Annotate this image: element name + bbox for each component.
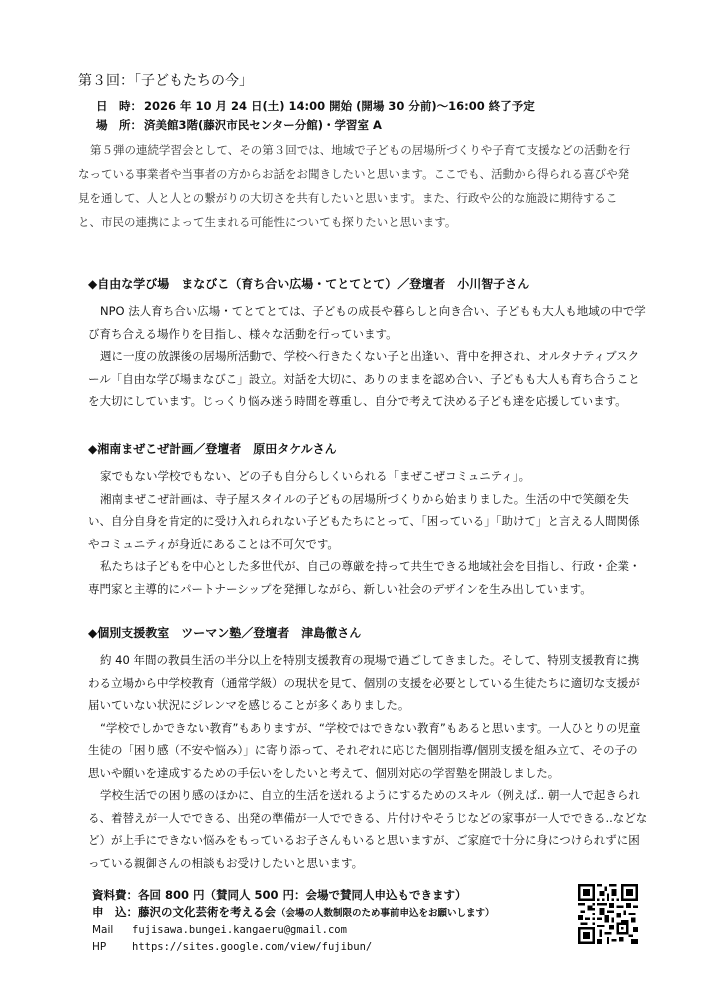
- section-heading: ◆湘南まぜこぜ計画／登壇者 原田タケルさん: [88, 442, 337, 456]
- section-paragraph: 家でもない学校でもない、どの子も自分らしくいられる「まぜこぜコミュニティ」。: [100, 469, 531, 483]
- place-value: 済美館3階(藤沢市民センター分館)・学習室 A: [144, 118, 382, 132]
- section-paragraph: “学校でしかできない教育”もありますが、“学校ではできない教育”もあると思います。一人ひとりの児童生徒の「困り感（不安や悩み）」に寄り添って、それぞれに応じた個別指導/個別支援を組み立て、その子の思いや願いを達成するための手伝いをしたいと考えて、個別対応の学習塾を開設しました。: [88, 720, 641, 780]
- event-date: [96, 98, 535, 114]
- section-paragraph: 私たちは子どもを中心とした多世代が、自己の尊厳を持って共生できる地域社会を目指し、行政・企業・専門家と主導的にパートナーシップを発揮しながら、新しい社会のデザインを生み出しています。: [88, 559, 641, 596]
- qr-code-icon[interactable]: [578, 884, 638, 944]
- section-paragraph: NPO 法人育ち合い広場・てとてとては、子どもの成長や暮らしと向き合い、子どもも大人も地域の中で学び育ち合える場作りを目指し、様々な活動を行っています。: [88, 304, 646, 341]
- mail-link[interactable]: fujisawa.bungei.kangaeru@gmail.com: [132, 924, 347, 936]
- section-paragraph: 学校生活での困り感のほかに、自立的生活を送れるようにするためのスキル（例えば.. 朝一人で起きられる、着替えが一人でできる、出発の準備が一人でできる、片付けやそうじなどの家事が一人でできる..などなど）が上手にできない悩みをもっているお子さんもいると思いますが、ご家庭で十分に身につけられずに困っている親御さんの相談もお受けしたいと思います。: [88, 788, 648, 870]
- date-value: 2026 年 10 月 24 日(土) 14:00 開始 (開場 30 分前)〜16:00 終了予定: [144, 99, 535, 113]
- place-label: 場 所：: [96, 118, 142, 132]
- intro-paragraph: 第５弾の連続学習会として、その第３回では、地域で子どもの居場所づくりや子育て支援などの活動を行なっている事業者や当事者の方からお話をお聞きしたいと思います。ここでも、活動から得られる喜びや発見を通して、人と人との繋がりの大切さを共有したいと思います。また、行政や公的な施設に期待すること、市民の連携によって生まれる可能性についても探りたいと思います。: [78, 143, 631, 229]
- mail-label: Mail: [92, 924, 114, 936]
- footer-info: [92, 887, 572, 956]
- hp-line: [92, 939, 572, 956]
- mail-line: [92, 922, 572, 939]
- section-paragraph: 湘南まぜこぜ計画は、寺子屋スタイルの子どもの居場所づくりから始まりました。生活の中で笑顔を失い、自分自身を肯定的に受け入れられない子どもたちにとって、「困っている」「助けて」と言える人間関係やコミュニティが身近にあることは不可欠です。: [88, 491, 640, 551]
- section-mazekoze: [88, 440, 648, 600]
- fee-line: 資料費：各回 800 円（賛同人 500 円：会場で賛同人申込もできます）: [92, 888, 467, 902]
- date-label: 日 時：: [96, 99, 142, 113]
- section-heading: ◆個別支援教室 ツーマン塾／登壇者 津島徹さん: [88, 626, 362, 640]
- section-twoman-juku: [88, 624, 648, 874]
- apply-line: [92, 904, 572, 922]
- section-paragraph: 週に一度の放課後の居場所活動で、学校へ行きたくない子と出逢い、背中を押され、オルタナティブスクール「自由な学び場まなびこ」設立。対話を大切に、ありのままを認め合い、子どもも大人も育ち合うことを大切にしています。じっくり悩み迷う時間を尊重し、自分で考えて決める子ども達を応援しています。: [88, 349, 640, 408]
- page-title: 第３回：「子どもたちの今」: [78, 73, 253, 89]
- section-paragraph: 約 40 年間の教員生活の半分以上を特別支援教育の現場で過ごしてきました。そして、特別支援教育に携わる立場から中学校教育（通常学級）の現状を見て、個別の支援を必要としている生徒たちに適切な支援が届いていない状況にジレンマを感じることが多くありました。: [88, 653, 640, 712]
- section-manabiko: [88, 275, 648, 413]
- hp-link[interactable]: https://sites.google.com/view/fujibun/: [132, 941, 373, 953]
- apply-note: （会場の人数制限のため事前申込をお願いします）: [276, 908, 495, 919]
- event-place: [96, 117, 382, 133]
- section-heading: ◆自由な学び場 まなびこ（育ち合い広場・てとてとて）／登壇者 小川智子さん: [88, 277, 530, 291]
- apply-main: 申 込：藤沢の文化芸術を考える会: [92, 905, 276, 919]
- hp-label: HP: [92, 941, 107, 953]
- intro-text: [78, 138, 638, 234]
